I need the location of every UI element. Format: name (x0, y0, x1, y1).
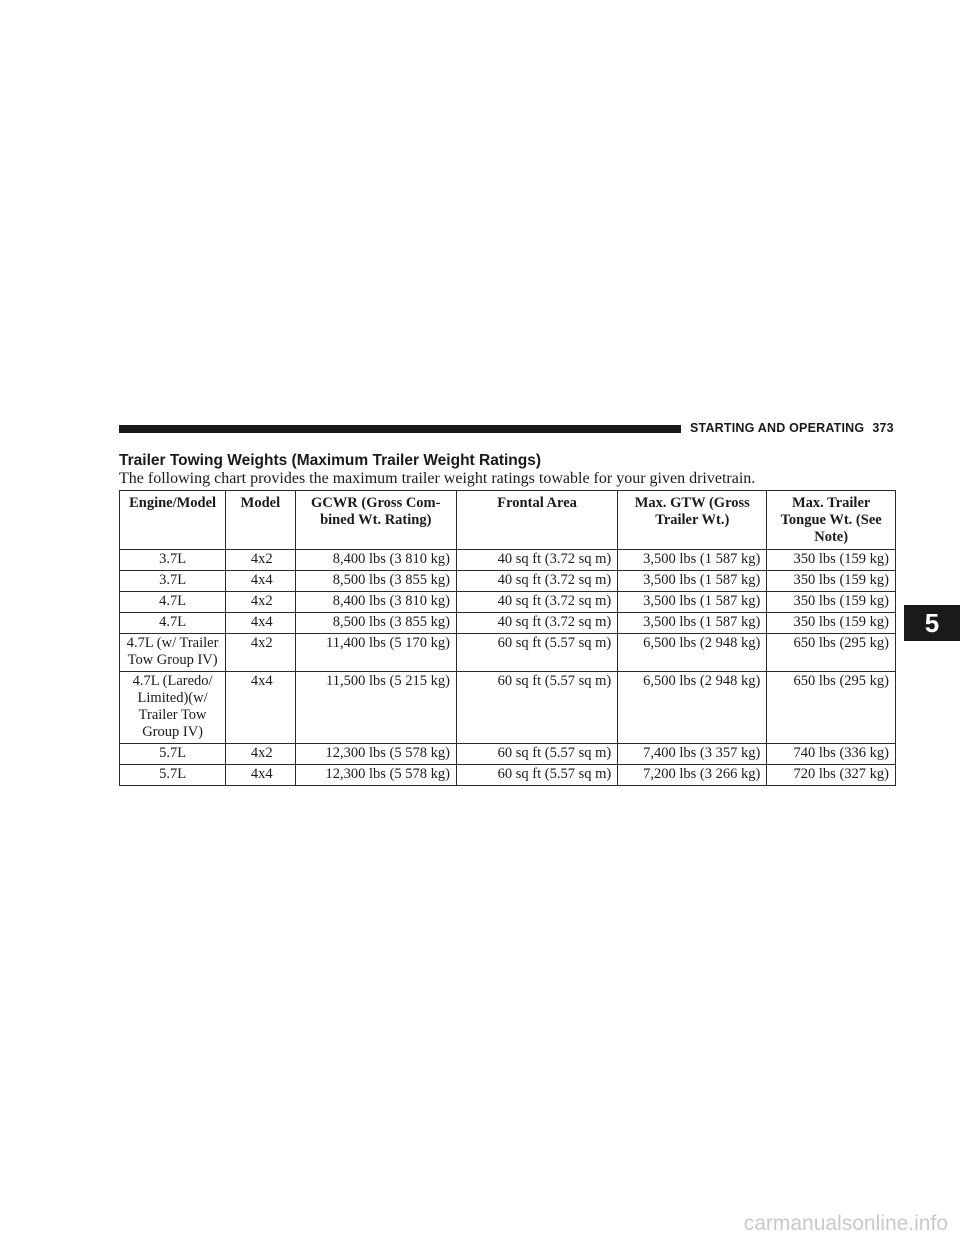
cell-gcwr: 11,400 lbs (5 170 kg) (295, 634, 456, 672)
cell-tongue-wt: 650 lbs (295 kg) (767, 672, 896, 744)
header-model: Model (226, 491, 295, 550)
header-tongue-wt: Max. Trailer Tongue Wt. (See Note) (767, 491, 896, 550)
header-frontal-area: Frontal Area (456, 491, 617, 550)
watermark: carmanualsonline.info (743, 1212, 948, 1235)
table-row (120, 672, 896, 744)
header-gcwr: GCWR (Gross Com- bined Wt. Rating) (295, 491, 456, 550)
page-number: 373 (872, 421, 894, 435)
table-header-row (120, 491, 896, 550)
cell-tongue-wt: 350 lbs (159 kg) (767, 592, 896, 613)
cell-max-gtw: 3,500 lbs (1 587 kg) (618, 613, 767, 634)
cell-model: 4x4 (226, 571, 295, 592)
table-row (120, 571, 896, 592)
cell-frontal-area: 40 sq ft (3.72 sq m) (456, 571, 617, 592)
cell-gcwr: 8,500 lbs (3 855 kg) (295, 613, 456, 634)
cell-max-gtw: 3,500 lbs (1 587 kg) (618, 550, 767, 571)
cell-engine: 4.7L (120, 613, 226, 634)
towing-weights-table (119, 490, 896, 786)
section-name: STARTING AND OPERATING (690, 421, 865, 435)
cell-max-gtw: 7,200 lbs (3 266 kg) (618, 765, 767, 786)
cell-max-gtw: 3,500 lbs (1 587 kg) (618, 592, 767, 613)
cell-gcwr: 12,300 lbs (5 578 kg) (295, 765, 456, 786)
cell-gcwr: 8,500 lbs (3 855 kg) (295, 571, 456, 592)
cell-tongue-wt: 650 lbs (295 kg) (767, 634, 896, 672)
cell-frontal-area: 60 sq ft (5.57 sq m) (456, 634, 617, 672)
cell-max-gtw: 6,500 lbs (2 948 kg) (618, 634, 767, 672)
cell-tongue-wt: 740 lbs (336 kg) (767, 744, 896, 765)
cell-model: 4x4 (226, 613, 295, 634)
cell-frontal-area: 40 sq ft (3.72 sq m) (456, 550, 617, 571)
cell-tongue-wt: 350 lbs (159 kg) (767, 571, 896, 592)
table-row (120, 592, 896, 613)
cell-tongue-wt: 350 lbs (159 kg) (767, 550, 896, 571)
cell-frontal-area: 40 sq ft (3.72 sq m) (456, 613, 617, 634)
cell-engine: 3.7L (120, 550, 226, 571)
cell-frontal-area: 60 sq ft (5.57 sq m) (456, 672, 617, 744)
cell-engine: 5.7L (120, 744, 226, 765)
cell-model: 4x4 (226, 765, 295, 786)
cell-model: 4x2 (226, 592, 295, 613)
chapter-tab: 5 (904, 605, 960, 641)
cell-model: 4x2 (226, 550, 295, 571)
cell-engine: 4.7L (w/ Trailer Tow Group IV) (120, 634, 226, 672)
cell-max-gtw: 7,400 lbs (3 357 kg) (618, 744, 767, 765)
section-title: Trailer Towing Weights (Maximum Trailer Weight Ratings) (119, 452, 542, 469)
cell-frontal-area: 60 sq ft (5.57 sq m) (456, 765, 617, 786)
header-engine: Engine/Model (120, 491, 226, 550)
cell-model: 4x2 (226, 634, 295, 672)
table-row (120, 765, 896, 786)
intro-paragraph: The following chart provides the maximum trailer weight ratings towable for your given drivetrain. (119, 470, 756, 487)
table-row (120, 550, 896, 571)
header-max-gtw: Max. GTW (Gross Trailer Wt.) (618, 491, 767, 550)
cell-gcwr: 12,300 lbs (5 578 kg) (295, 744, 456, 765)
running-header (690, 421, 894, 435)
cell-engine: 4.7L (Laredo/ Limited)(w/ Trailer Tow Group IV) (120, 672, 226, 744)
cell-engine: 3.7L (120, 571, 226, 592)
cell-model: 4x4 (226, 672, 295, 744)
cell-max-gtw: 6,500 lbs (2 948 kg) (618, 672, 767, 744)
cell-model: 4x2 (226, 744, 295, 765)
cell-frontal-area: 60 sq ft (5.57 sq m) (456, 744, 617, 765)
cell-engine: 4.7L (120, 592, 226, 613)
cell-gcwr: 8,400 lbs (3 810 kg) (295, 592, 456, 613)
table-row (120, 634, 896, 672)
table-row (120, 744, 896, 765)
cell-tongue-wt: 720 lbs (327 kg) (767, 765, 896, 786)
cell-tongue-wt: 350 lbs (159 kg) (767, 613, 896, 634)
cell-engine: 5.7L (120, 765, 226, 786)
cell-gcwr: 11,500 lbs (5 215 kg) (295, 672, 456, 744)
table-row (120, 613, 896, 634)
cell-max-gtw: 3,500 lbs (1 587 kg) (618, 571, 767, 592)
cell-gcwr: 8,400 lbs (3 810 kg) (295, 550, 456, 571)
header-rule (119, 425, 681, 433)
cell-frontal-area: 40 sq ft (3.72 sq m) (456, 592, 617, 613)
